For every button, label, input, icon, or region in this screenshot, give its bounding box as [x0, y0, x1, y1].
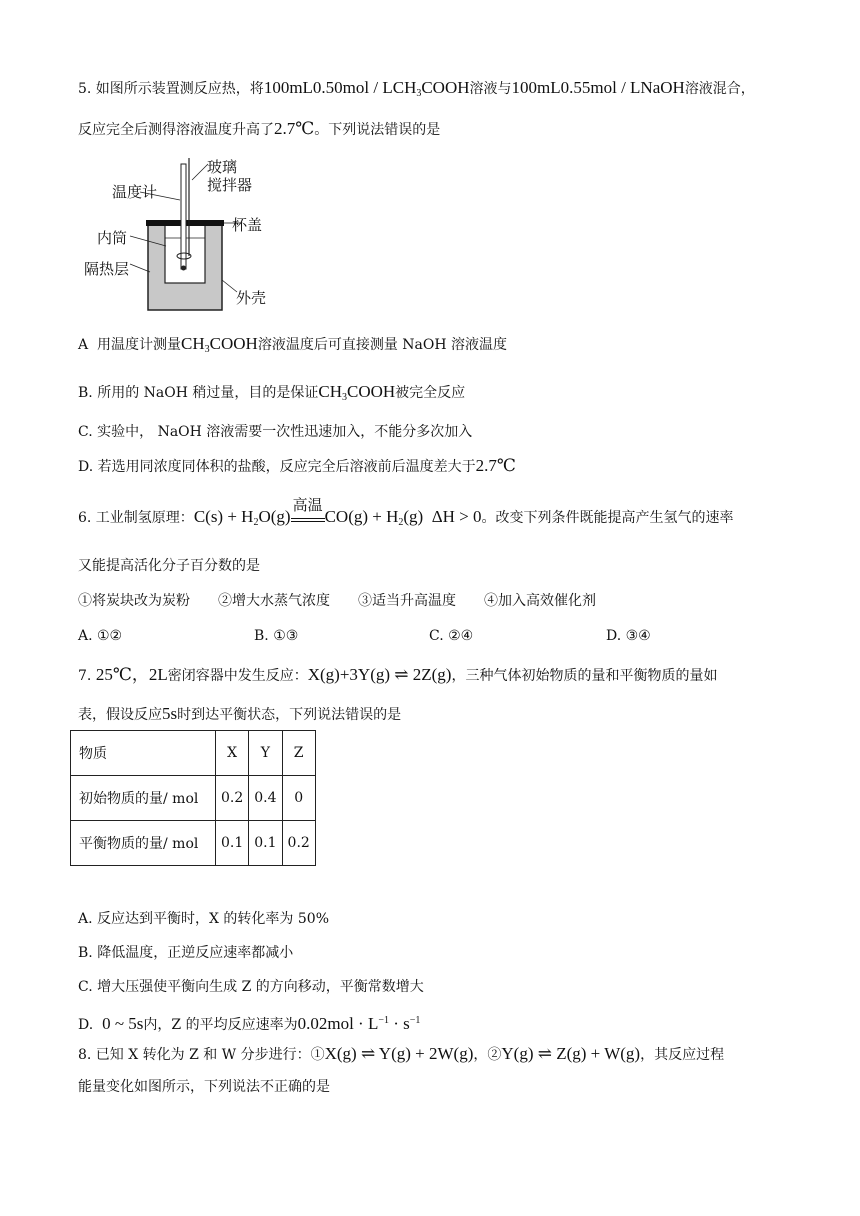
q7-option-c: C. 增大压强使平衡向生成 Z 的方向移动，平衡常数增大	[78, 979, 424, 995]
q7-option-d: D. 0 ~ 5s内，Z 的平均反应速率为$0.02mol \cdot L^{-1} \cdot s^{-1}$	[78, 1014, 421, 1033]
q7-option-b: B. 降低温度，正逆反应速率都减小	[78, 945, 294, 961]
label-insulation: 隔热层	[84, 260, 130, 278]
table-row: 初始物质的量/ mol 0.2 0.4 0	[71, 776, 316, 821]
q7-stem-line1: 7. 25℃，2L密闭容器中发生反应：X(g)+3Y(g) ⇌ 2Z(g)，三种气体初始物质的量和平衡物质的量如	[78, 665, 718, 684]
q5-stem-line2: 反应完全后测得溶液温度升高了2.7℃。下列说法错误的是	[78, 119, 441, 138]
q5-option-c: C. 实验中， NaOH 溶液需要一次性迅速加入，不能分多次加入	[78, 424, 473, 440]
q5-math-2: 100mL0.55mol / LNaOH	[511, 78, 685, 97]
q8-stem-line1: 8. 已知 X 转化为 Z 和 W 分步进行：①X(g) ⇌ Y(g) + 2W(g)，②Y(g) ⇌ Z(g) + W(g)，其反应过程	[78, 1044, 725, 1063]
q5-stem-line1: 5. 如图所示装置测反应热，将$100mL0.50mol / LCH_3COOH$溶液与100mL0.55mol / LNaOH溶液混合，	[78, 78, 755, 99]
q7-data-table	[70, 730, 316, 866]
label-lid: 杯盖	[232, 216, 263, 234]
q5-option-d: D. 若选用同浓度同体积的盐酸，反应完全后溶液前后温度差大于2.7℃	[78, 456, 516, 475]
label-stirrer: 搅拌器	[207, 176, 253, 194]
label-outer: 外壳	[236, 289, 267, 307]
q5-option-b: B. 所用的 NaOH 稍过量，目的是保证$CH_3COOH$被完全反应	[78, 382, 466, 403]
q6-conditions: ①将炭块改为炭粉 ②增大水蒸气浓度 ③适当升高温度 ④加入高效催化剂	[78, 593, 596, 609]
q8-stem-line2: 能量变化如图所示，下列说法不正确的是	[78, 1079, 330, 1095]
label-thermometer: 温度计	[112, 183, 158, 201]
label-glass: 玻璃	[207, 158, 238, 176]
label-inner: 内筒	[97, 229, 128, 247]
q7-option-a: A. 反应达到平衡时，X 的转化率为 50%	[78, 911, 329, 927]
table-row: 平衡物质的量/ mol 0.1 0.1 0.2	[71, 821, 316, 866]
q7-stem-line2: 表，假设反应5s时到达平衡状态，下列说法错误的是	[78, 704, 402, 723]
q5-math-1: $100mL0.50mol / LCH_3COOH$	[263, 78, 470, 99]
table-row: 物质 X Y Z	[71, 731, 316, 776]
q6-stem-line2: 又能提高活化分子百分数的是	[78, 558, 260, 574]
high-temp-equals: 高温	[291, 512, 325, 522]
q6-stem-line1: 6. 工业制氢原理：$C(s) + H_2O(g)$ 高温 $CO(g) + H_2(g) \Delta H > 0$。改变下列条件既能提高产生氢气的速率	[78, 496, 734, 528]
q5-option-a: A 用温度计测量$CH_3COOH$溶液温度后可直接测量 NaOH 溶液温度	[78, 334, 508, 355]
